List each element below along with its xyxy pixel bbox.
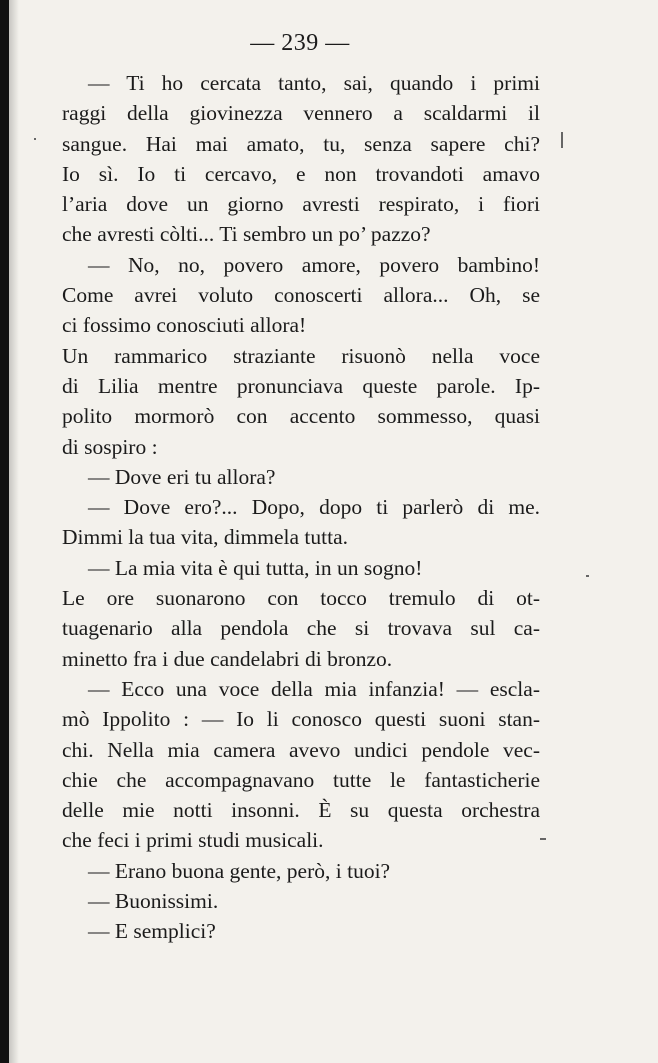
text-line: — No, no, povero amore, povero bambino! <box>88 252 540 277</box>
text-line: mò Ippolito : — Io li conosco questi suoni stan- <box>62 707 540 732</box>
text-line: — Ecco una voce della mia infanzia! — escla- <box>88 676 540 701</box>
text-line: Le ore suonarono con tocco tremulo di ot- <box>62 586 540 611</box>
page-number: — 239 — <box>250 30 350 56</box>
text-line: chie che accompagnavano tutte le fantasticherie <box>62 767 540 792</box>
text-line: — Dove eri tu allora? <box>88 464 276 489</box>
text-line: — E semplici? <box>88 919 216 944</box>
text-line: polito mormorò con accento sommesso, quasi <box>62 404 540 429</box>
text-line: di Lilia mentre pronunciava queste parole. Ip- <box>62 373 540 398</box>
text-line: delle mie notti insonni. È su questa orchestra <box>62 798 540 823</box>
scan-speck <box>586 575 589 577</box>
scan-speck <box>540 838 546 840</box>
text-line: l’aria dove un giorno avresti respirato, i fiori <box>62 192 540 217</box>
book-spine-edge <box>0 0 9 1063</box>
text-line: che feci i primi studi musicali. <box>62 828 324 853</box>
text-line: minetto fra i due candelabri di bronzo. <box>62 646 393 671</box>
text-line: che avresti còlti... Ti sembro un po’ pazzo? <box>62 222 431 247</box>
text-line: chi. Nella mia camera avevo undici pendole vec- <box>62 737 540 762</box>
text-line: sangue. Hai mai amato, tu, senza sapere chi? <box>62 131 540 156</box>
text-line: — Dove ero?... Dopo, dopo ti parlerò di me. <box>88 495 540 520</box>
scan-speck <box>34 138 36 140</box>
text-line: — La mia vita è qui tutta, in un sogno! <box>88 555 423 580</box>
text-line: — Ti ho cercata tanto, sai, quando i primi <box>88 71 540 95</box>
text-line: — Erano buona gente, però, i tuoi? <box>88 858 391 883</box>
text-line: Un rammarico straziante risuonò nella voce <box>62 343 540 368</box>
page-body <box>62 68 540 947</box>
gutter-shadow <box>9 0 19 1063</box>
text-line: Io sì. Io ti cercavo, e non trovandoti amavo <box>62 161 540 186</box>
text-line: raggi della giovinezza vennero a scaldarmi il <box>62 101 540 126</box>
text-line: — Buonissimi. <box>88 889 219 914</box>
text-line: di sospiro : <box>62 434 158 459</box>
scan-speck <box>561 132 563 148</box>
text-line: Come avrei voluto conoscerti allora... Oh, se <box>62 283 540 308</box>
text-line: tuagenario alla pendola che si trovava sul ca- <box>62 616 540 641</box>
text-line: ci fossimo conosciuti allora! <box>62 313 307 338</box>
text-line: Dimmi la tua vita, dimmela tutta. <box>62 525 349 550</box>
